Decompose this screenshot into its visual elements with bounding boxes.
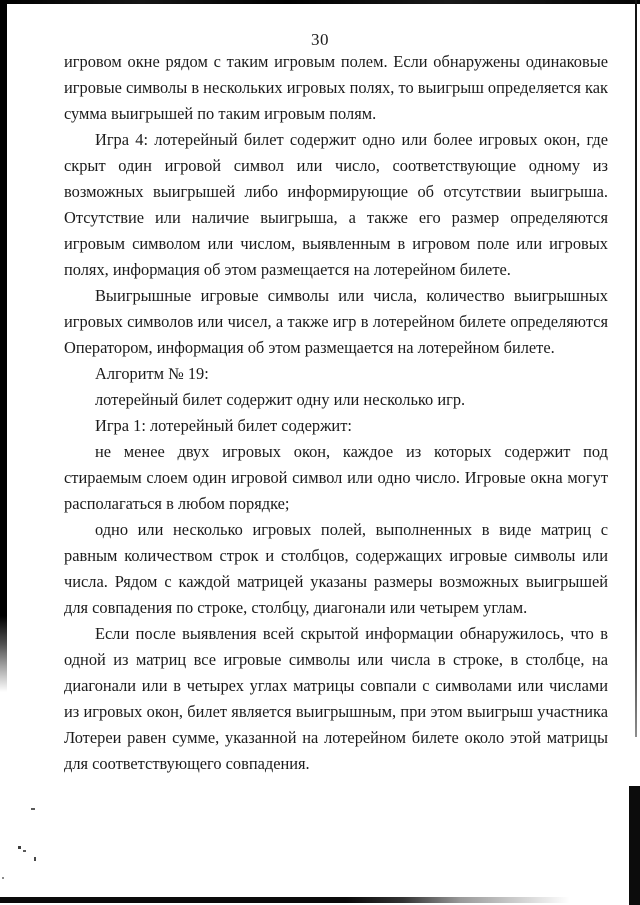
- scan-noise-speck: [31, 808, 35, 810]
- paragraph-win-condition: Если после выявления всей скрытой информации обнаружилось, что в одной из матриц все игровые символы или числа в строке, в столбце, на диагонали или в четырех углах матрицы совпали с символами или числами из игровых окон, билет является выигрышным, при этом выигрыш участника Лотереи равен сумме, указанной на лотерейном билете около этой матрицы для соответствующего совпадения.: [64, 624, 608, 773]
- scan-border-left: [0, 0, 7, 692]
- paragraph-winning-symbols: Выигрышные игровые символы или числа, количество выигрышных игровых символов или чисел, а также игр в лотерейном билете определяются Оператором, информация об этом размещается на лотерейном билете.: [64, 286, 608, 357]
- paragraph-game-4: Игра 4: лотерейный билет содержит одно или более игровых окон, где скрыт один игровой символ или число, соответствующие одному из возможных выигрышей либо информирующие об отсутствии выигрыша. Отсутствие или наличие выигрыша, а также его размер определяются игровым символом или числом, выявленным в игровом поле или игровых полях, информация об этом размещается на лотерейном билете.: [64, 130, 608, 279]
- scan-noise-speck: [18, 846, 21, 849]
- scan-border-top: [0, 0, 640, 4]
- scan-border-right-block: [629, 786, 640, 905]
- scan-border-bottom: [0, 897, 640, 903]
- paragraph-game-windows: не менее двух игровых окон, каждое из которых содержит под стираемым слоем один игровой символ или одно число. Игровые окна могут располагаться в любом порядке;: [64, 442, 608, 513]
- page-content: [64, 49, 608, 777]
- scan-noise-speck: [2, 877, 4, 879]
- paragraph-ticket-games: лотерейный билет содержит одну или несколько игр.: [95, 390, 466, 409]
- scan-noise-speck: [23, 850, 26, 852]
- page-number: 30: [311, 30, 329, 49]
- scan-border-right-line: [635, 0, 637, 737]
- paragraph-game-fields: одно или несколько игровых полей, выполненных в виде матриц с равным количеством строк и столбцов, содержащих игровые символы или числа. Рядом с каждой матрицей указаны размеры возможных выигрышей для совпадения по строке, столбцу, диагонали или четырем углам.: [64, 520, 608, 617]
- scan-noise-speck: [34, 857, 36, 861]
- paragraph-game-1: Игра 1: лотерейный билет содержит:: [95, 416, 352, 435]
- paragraph-algorithm-19: Алгоритм № 19:: [95, 364, 209, 383]
- paragraph-continuation: игровом окне рядом с таким игровым полем. Если обнаружены одинаковые игровые символы в нескольких игровых полях, то выигрыш определяется как сумма выигрышей по таким игровым полям.: [64, 52, 608, 123]
